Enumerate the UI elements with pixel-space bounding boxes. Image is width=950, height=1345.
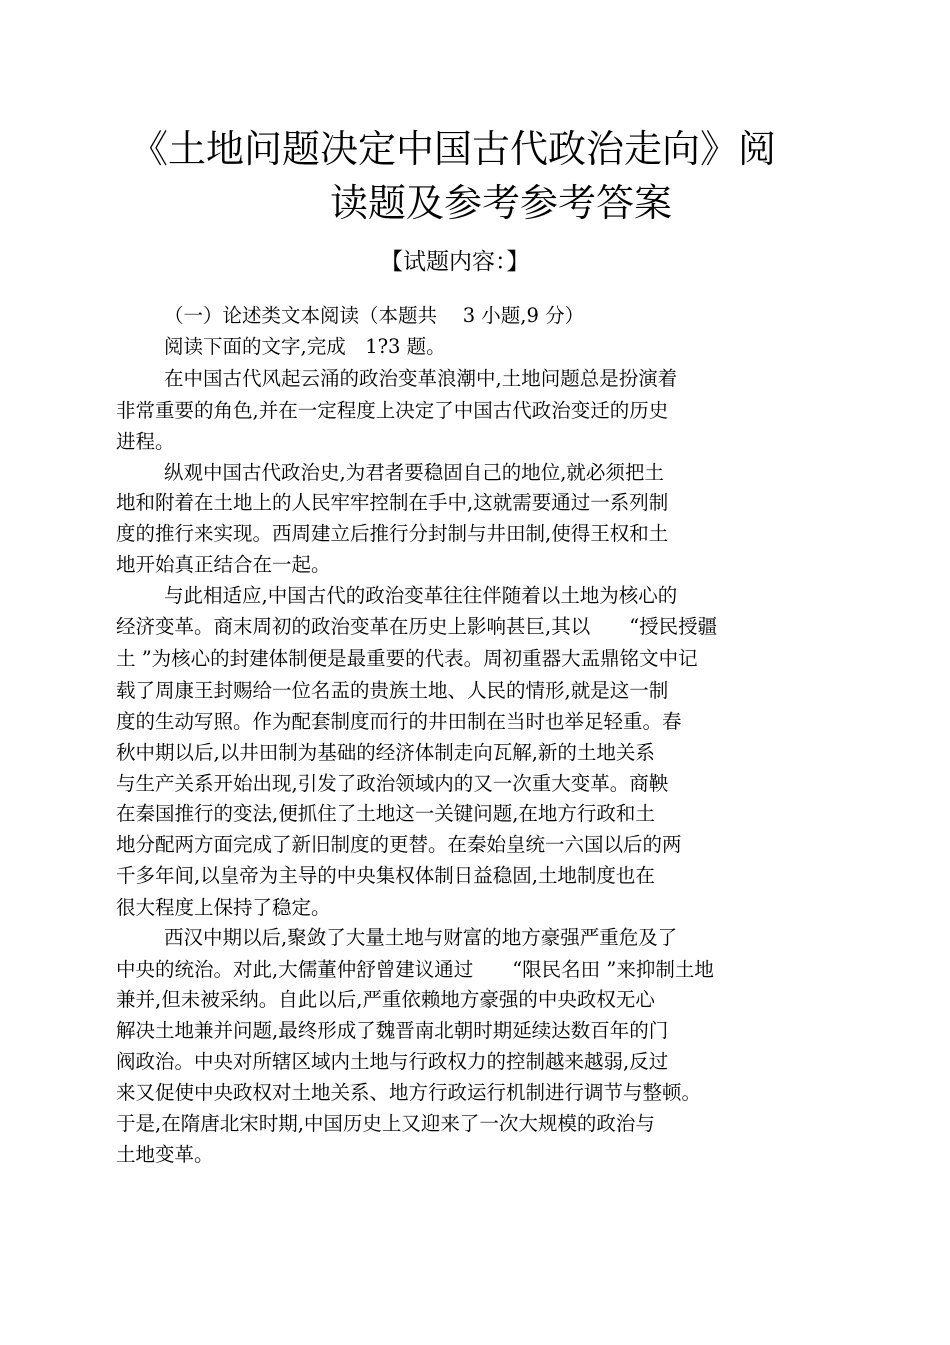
text-line: 兼并,但未被采纳。自此以后,严重依赖地方豪强的中央政权无心 (116, 988, 655, 1011)
text-line: 度的生动写照。作为配套制度而行的井田制在当时也举足轻重。春 (116, 710, 682, 733)
text-line: 在秦国推行的变法,便抓住了土地这一关键问题,在地方行政和土 (116, 802, 655, 825)
text-line: 阀政治。中央对所辖区域内土地与行政权力的控制越来越弱,反过 (116, 1050, 669, 1073)
text-line: 载了周康王封赐给一位名盂的贵族土地、人民的情形,就是这一制 (116, 679, 669, 702)
text-line: 土 ”为核心的封建体制便是最重要的代表。周初重器大盂鼎铭文中记 (116, 647, 698, 670)
text-line: 来又促使中央政权对土地关系、地方行政运行机制进行调节与整顿。 (116, 1081, 702, 1104)
text-line: 非常重要的角色,并在一定程度上决定了中国古代政治变迁的历史 (116, 399, 669, 422)
text-line: 土地变革。 (116, 1143, 214, 1166)
text-line: 阅读下面的文字,完成 1?3 题。 (164, 335, 446, 358)
section-heading: 【试题内容：】 (380, 249, 530, 275)
text-line: 秋中期以后,以井田制为基础的经济体制走向瓦解,新的土地关系 (116, 741, 655, 764)
text-line: 地分配两方面完成了新旧制度的更替。在秦始皇统一六国以后的两 (116, 833, 682, 856)
text-line: 与生产关系开始出现,引发了政治领域内的又一次重大变革。商鞅 (116, 772, 669, 795)
text-line: （一）论述类文本阅读（本题共 3 小题,9 分） (164, 304, 585, 327)
text-line: 地开始真正结合在一起。 (116, 553, 331, 576)
text-line: 很大程度上保持了稳定。 (116, 896, 331, 919)
text-line: 与此相适应,中国古代的政治变革往往伴随着以土地为核心的 (164, 584, 678, 607)
text-line: 解决土地兼并问题,最终形成了魏晋南北朝时期延续达数百年的门 (116, 1019, 669, 1042)
text-line: 西汉中期以后,聚敛了大量土地与财富的地方豪强严重危及了 (164, 926, 678, 949)
text-line: 地和附着在土地上的人民牢牢控制在手中,这就需要通过一系列制 (116, 491, 669, 514)
text-line: 千多年间,以皇帝为主导的中央集权体制日益稳固,土地制度也在 (116, 864, 655, 887)
text-line: 纵观中国古代政治史,为君者要稳固自己的地位,就必须把土 (164, 461, 664, 484)
text-line: 经济变革。商末周初的政治变革在历史上影响甚巨,其以 “授民授疆 (116, 615, 718, 638)
document-title-line-2: 读题及参考参考答案 (330, 181, 673, 225)
text-line: 进程。 (116, 430, 175, 453)
text-line: 中央的统治。对此,大儒董仲舒曾建议通过 “限民名田 ”来抑制土地 (116, 958, 714, 981)
text-line: 在中国古代风起云涌的政治变革浪潮中,土地问题总是扮演着 (164, 367, 678, 390)
document-title-line-1: 《土地问题决定中国古代政治走向》阅 (130, 127, 777, 171)
text-line: 于是,在隋唐北宋时期,中国历史上又迎来了一次大规模的政治与 (116, 1112, 655, 1135)
text-line: 度的推行来实现。西周建立后推行分封制与井田制,使得王权和土 (116, 522, 669, 545)
